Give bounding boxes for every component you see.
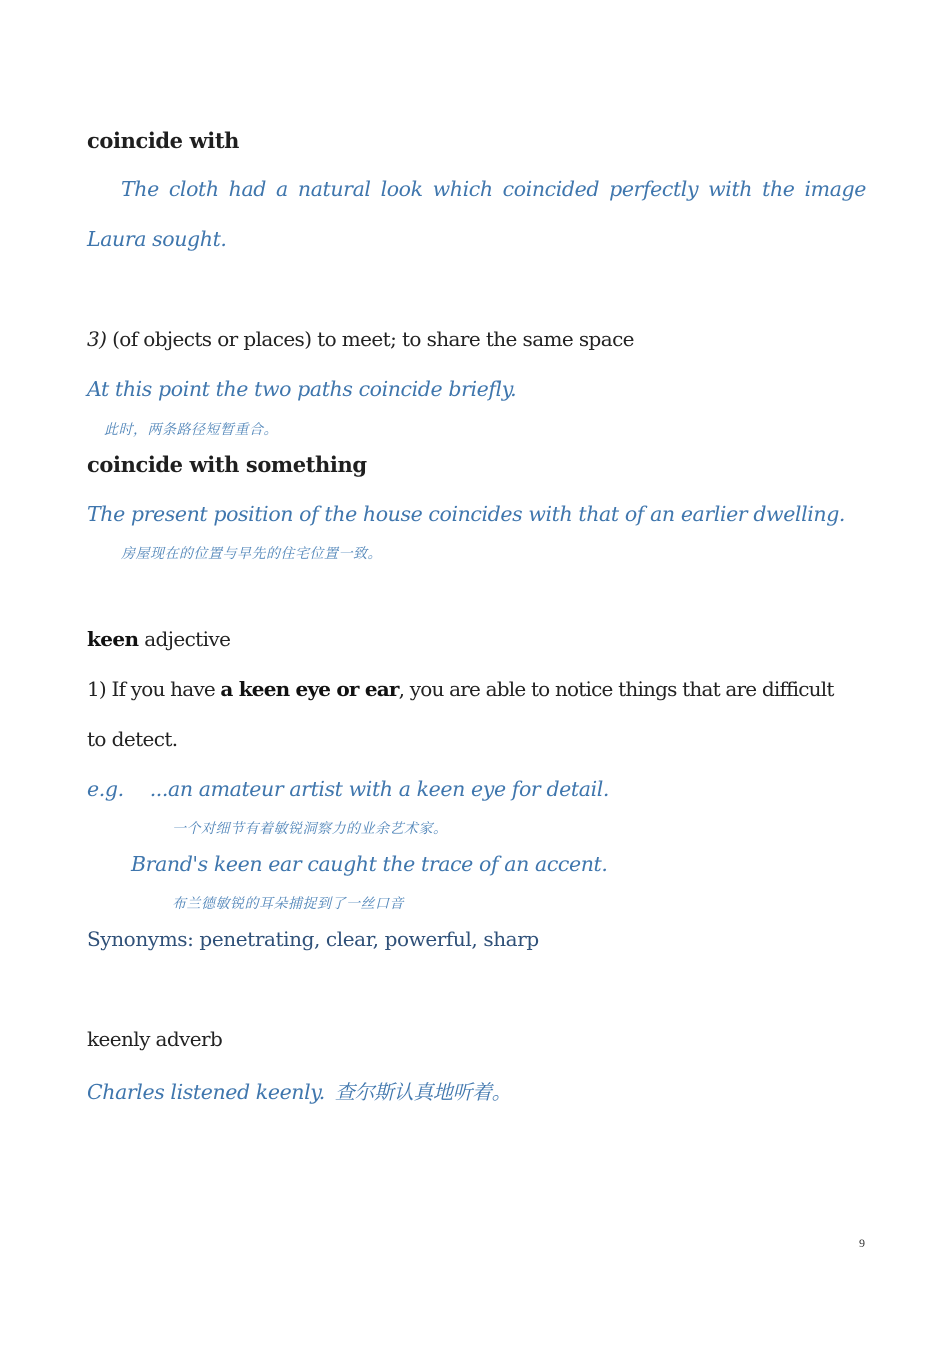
sense-number: 3)	[87, 327, 107, 351]
example-row	[87, 1076, 511, 1105]
example-translation: 此时，两条路径短暂重合。	[104, 422, 278, 438]
sense-text: , you are able to notice things that are difficult	[398, 677, 834, 701]
headword: keen	[87, 627, 139, 651]
example-sentence: Brand's keen ear caught the trace of an accent.	[131, 852, 608, 876]
example-sentence: ...an amateur artist with a keen eye for detail.	[149, 777, 609, 801]
sense-bold-phrase: a keen eye or ear	[220, 677, 399, 701]
part-of-speech: adjective	[138, 627, 231, 651]
example-sentence: At this point the two paths coincide briefly.	[87, 377, 517, 401]
sense-definition	[87, 327, 634, 351]
entry-heading-coincide-with: coincide with	[87, 128, 239, 153]
example-translation: 布兰德敏锐的耳朵捕捉到了一丝口音	[172, 896, 404, 912]
sense-definition-continued: to detect.	[87, 727, 178, 751]
example-sentence: The present position of the house coincides with that of an earlier dwelling.	[87, 502, 846, 526]
example-row	[87, 777, 609, 801]
example-translation: 查尔斯认真地听着。	[334, 1080, 512, 1104]
entry-heading-coincide-with-something: coincide with something	[87, 452, 367, 477]
entry-heading-keen	[87, 627, 230, 651]
sense-text: 1) If you have	[87, 677, 221, 701]
sense-definition	[87, 677, 867, 701]
sense-definition-text: (of objects or places) to meet; to share the same space	[106, 327, 634, 351]
page-number: 9	[859, 1236, 865, 1250]
example-translation: 一个对细节有着敏锐洞察力的业余艺术家。	[172, 821, 448, 837]
eg-label: e.g.	[87, 777, 124, 801]
example-sentence: The cloth had a natural look which coincided perfectly with the image	[121, 177, 866, 201]
example-sentence-continued: Laura sought.	[87, 227, 227, 251]
entry-heading-keenly: keenly adverb	[87, 1027, 223, 1051]
example-translation: 房屋现在的位置与早先的住宅位置一致。	[121, 546, 382, 562]
example-sentence: Charles listened keenly.	[87, 1080, 325, 1104]
synonyms: Synonyms: penetrating, clear, powerful, sharp	[87, 927, 539, 951]
